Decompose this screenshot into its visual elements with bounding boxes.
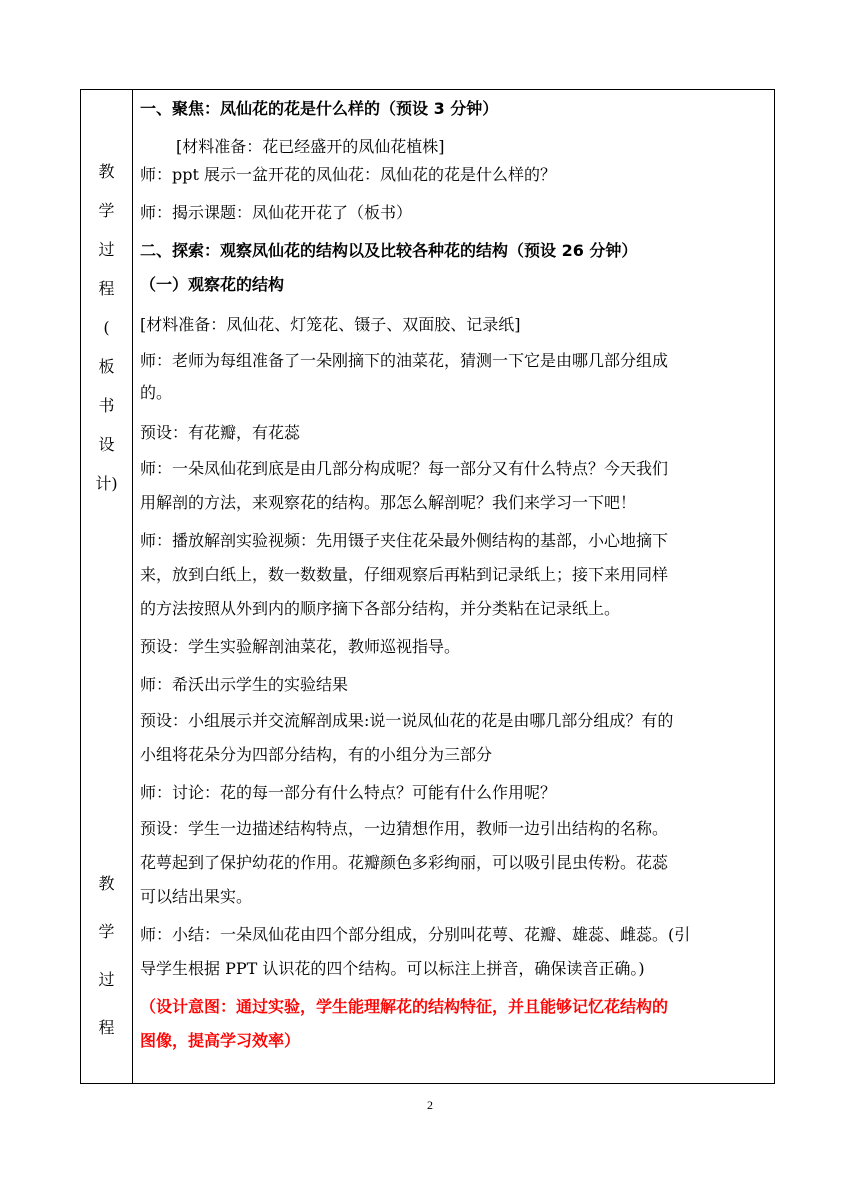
label-char: 教 [98, 162, 115, 181]
content-line: 的。 [140, 383, 173, 402]
content-line: 预设：学生一边描述结构特点，一边猜想作用，教师一边引出结构的名称。 [140, 819, 669, 838]
content-line: 的方法按照从外到内的顺序摘下各部分结构，并分类粘在记录纸上。 [140, 599, 621, 618]
label-char: 书 [98, 396, 115, 415]
content-line: 师：ppt 展示一盆开花的凤仙花：凤仙花的花是什么样的？ [140, 165, 557, 184]
label-char: 程 [98, 279, 115, 298]
label-char: 计) [95, 474, 118, 493]
content-line: 师：小结：一朵凤仙花由四个部分组成，分别叫花萼、花瓣、雄蕊、雌蕊。(引 [140, 925, 691, 944]
content-line: 一、聚焦：凤仙花的花是什么样的（预设 3 分钟） [140, 99, 499, 118]
content-line: 师：希沃出示学生的实验结果 [140, 675, 349, 694]
content-line: 可以结出果实。 [140, 887, 253, 906]
content-line: 预设：有花瓣，有花蕊 [140, 423, 301, 442]
content-line: 用解剖的方法，来观察花的结构。那怎么解剖呢？我们来学习一下吧！ [140, 493, 637, 512]
label-char: ( [103, 318, 110, 337]
content-line: 二、探索：观察凤仙花的结构以及比较各种花的结构（预设 26 分钟） [140, 241, 638, 260]
content-line: 师：讨论：花的每一部分有什么特点？可能有什么作用呢？ [140, 783, 557, 802]
label-char: 学 [98, 201, 115, 220]
content-line: 图像，提高学习效率） [140, 1031, 301, 1050]
section-label-lower [81, 860, 132, 1052]
content-line: 花萼起到了保护幼花的作用。花瓣颜色多彩绚丽，可以吸引昆虫传粉。花蕊 [140, 853, 669, 872]
content-line: 预设：学生实验解剖油菜花，教师巡视指导。 [140, 637, 461, 656]
label-char: 过 [98, 240, 115, 259]
content-line: 师：揭示课题：凤仙花开花了（板书） [140, 203, 413, 222]
content-line: [材料准备：花已经盛开的凤仙花植株] [176, 137, 445, 156]
content-line: （设计意图：通过实验，学生能理解花的结构特征，并且能够记忆花结构的 [140, 997, 669, 1016]
label-char: 学 [98, 922, 115, 941]
content-line: 来，放到白纸上，数一数数量，仔细观察后再粘到记录纸上；接下来用同样 [140, 565, 669, 584]
content-line: [材料准备：凤仙花、灯笼花、镊子、双面胶、记录纸] [140, 315, 521, 334]
content-line: 师：一朵凤仙花到底是由几部分构成呢？每一部分又有什么特点？今天我们 [140, 459, 669, 478]
label-char: 设 [98, 435, 115, 454]
content-line: 师：播放解剖实验视频：先用镊子夹住花朵最外侧结构的基部，小心地摘下 [140, 531, 669, 550]
section-label-upper [81, 152, 132, 503]
label-char: 过 [98, 970, 115, 989]
lesson-table [80, 89, 775, 1084]
content-line: 预设：小组展示并交流解剖成果:说一说凤仙花的花是由哪几部分组成？有的 [140, 711, 674, 730]
content-line: 小组将花朵分为四部分结构，有的小组分为三部分 [140, 745, 493, 764]
label-char: 教 [98, 874, 115, 893]
content-line: （一）观察花的结构 [140, 275, 285, 294]
label-char: 板 [98, 357, 115, 376]
section-label-column [81, 90, 133, 1083]
page-number: 2 [427, 1098, 433, 1112]
label-char: 程 [98, 1018, 115, 1037]
content-line: 师：老师为每组准备了一朵刚摘下的油菜花，猜测一下它是由哪几部分组成 [140, 351, 669, 370]
content-line: 导学生根据 PPT 认识花的四个结构。可以标注上拼音，确保读音正确。) [140, 959, 645, 978]
